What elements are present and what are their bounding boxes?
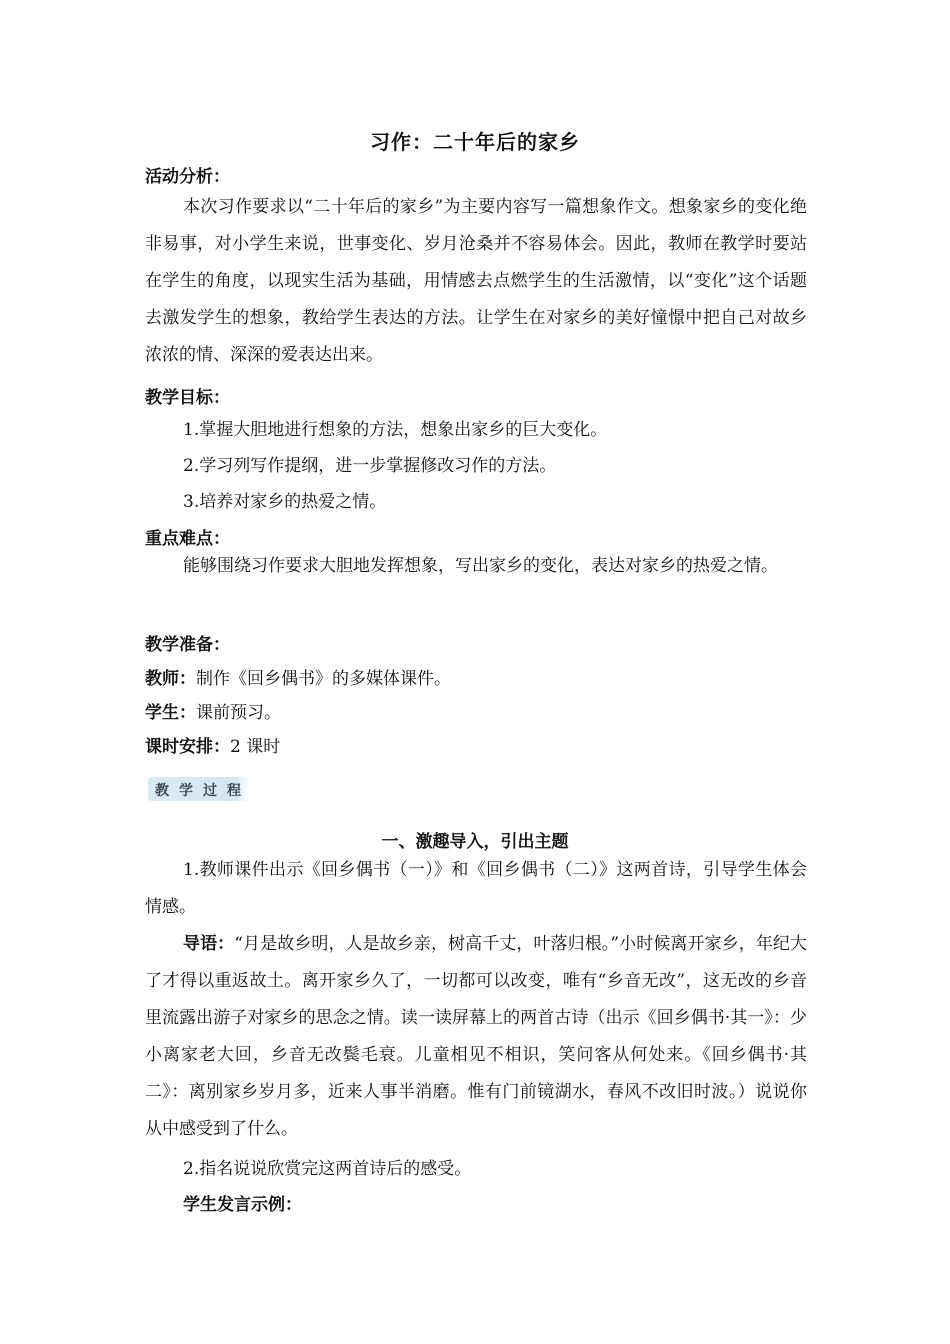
schedule	[145, 732, 280, 757]
intro-label: 导语：	[183, 934, 235, 954]
schedule-label: 课时安排：	[145, 737, 230, 757]
section1-item-2: 2.指名说说欣赏完这两首诗后的感受。	[183, 1159, 472, 1179]
teacher-text: 制作《回乡偶书》的多媒体课件。	[196, 669, 451, 689]
document-title: 习作：二十年后的家乡	[370, 130, 580, 154]
preparation-heading: 教学准备：	[145, 635, 230, 655]
activity-analysis-heading: 活动分析：	[145, 167, 230, 187]
badge-char-2: 学	[179, 783, 193, 799]
section1-heading: 一、激趣导入，引出主题	[381, 832, 569, 852]
goal-item-3: 3.培养对家乡的热爱之情。	[183, 492, 387, 512]
student-label: 学生：	[145, 703, 196, 723]
badge-char-3: 过	[203, 783, 217, 799]
teaching-process-badge	[148, 774, 252, 804]
key-points-body: 能够围绕习作要求大胆地发挥想象，写出家乡的变化，表达对家乡的热爱之情。	[183, 556, 778, 576]
student-preparation	[145, 698, 281, 723]
teacher-preparation	[145, 664, 451, 689]
badge-char-4: 程	[227, 783, 241, 799]
teacher-label: 教师：	[145, 669, 196, 689]
student-example-label: 学生发言示例：	[183, 1195, 302, 1215]
intro-text: “月是故乡明，人是故乡亲，树高千丈，叶落归根。”小时候离开家乡，年纪大了才得以重返故土。离开家乡久了，一切都可以改变，唯有“乡音无改”，这无改的乡音里流露出游子对家乡的思念之情。读一读屏幕上的两首古诗（出示《回乡偶书·其一》：少小离家老大回，乡音无改鬓毛衰。儿童相见不相识，笑问客从何处来。《回乡偶书·其二》：离别家乡岁月多，近来人事半消磨。惟有门前镜湖水，春风不改旧时波。）说说你从中感受到了什么。	[145, 934, 808, 1139]
section1-intro	[145, 926, 807, 1148]
goal-item-2: 2.学习列写作提纲，进一步掌握修改习作的方法。	[183, 456, 557, 476]
activity-analysis-body: 本次习作要求以“二十年后的家乡”为主要内容写一篇想象作文。想象家乡的变化绝非易事，对小学生来说，世事变化、岁月沧桑并不容易体会。因此，教师在教学时要站在学生的角度，以现实生活为基础，用情感去点燃学生的生活激情，以“变化”这个话题去激发学生的想象，教给学生表达的方法。让学生在对家乡的美好憧憬中把自己对故乡浓浓的情、深深的爱表达出来。	[145, 197, 807, 365]
student-text: 课前预习。	[196, 703, 281, 723]
goal-item-1: 1.掌握大胆地进行想象的方法，想象出家乡的巨大变化。	[183, 420, 608, 440]
goals-heading: 教学目标：	[145, 388, 230, 408]
schedule-text: 2 课时	[230, 737, 281, 757]
section1-item-1: 1.教师课件出示《回乡偶书（一）》和《回乡偶书（二）》这两首诗，引导学生体会情感。	[145, 860, 807, 917]
badge-char-1: 教	[155, 783, 169, 799]
key-points-heading: 重点难点：	[145, 529, 230, 549]
